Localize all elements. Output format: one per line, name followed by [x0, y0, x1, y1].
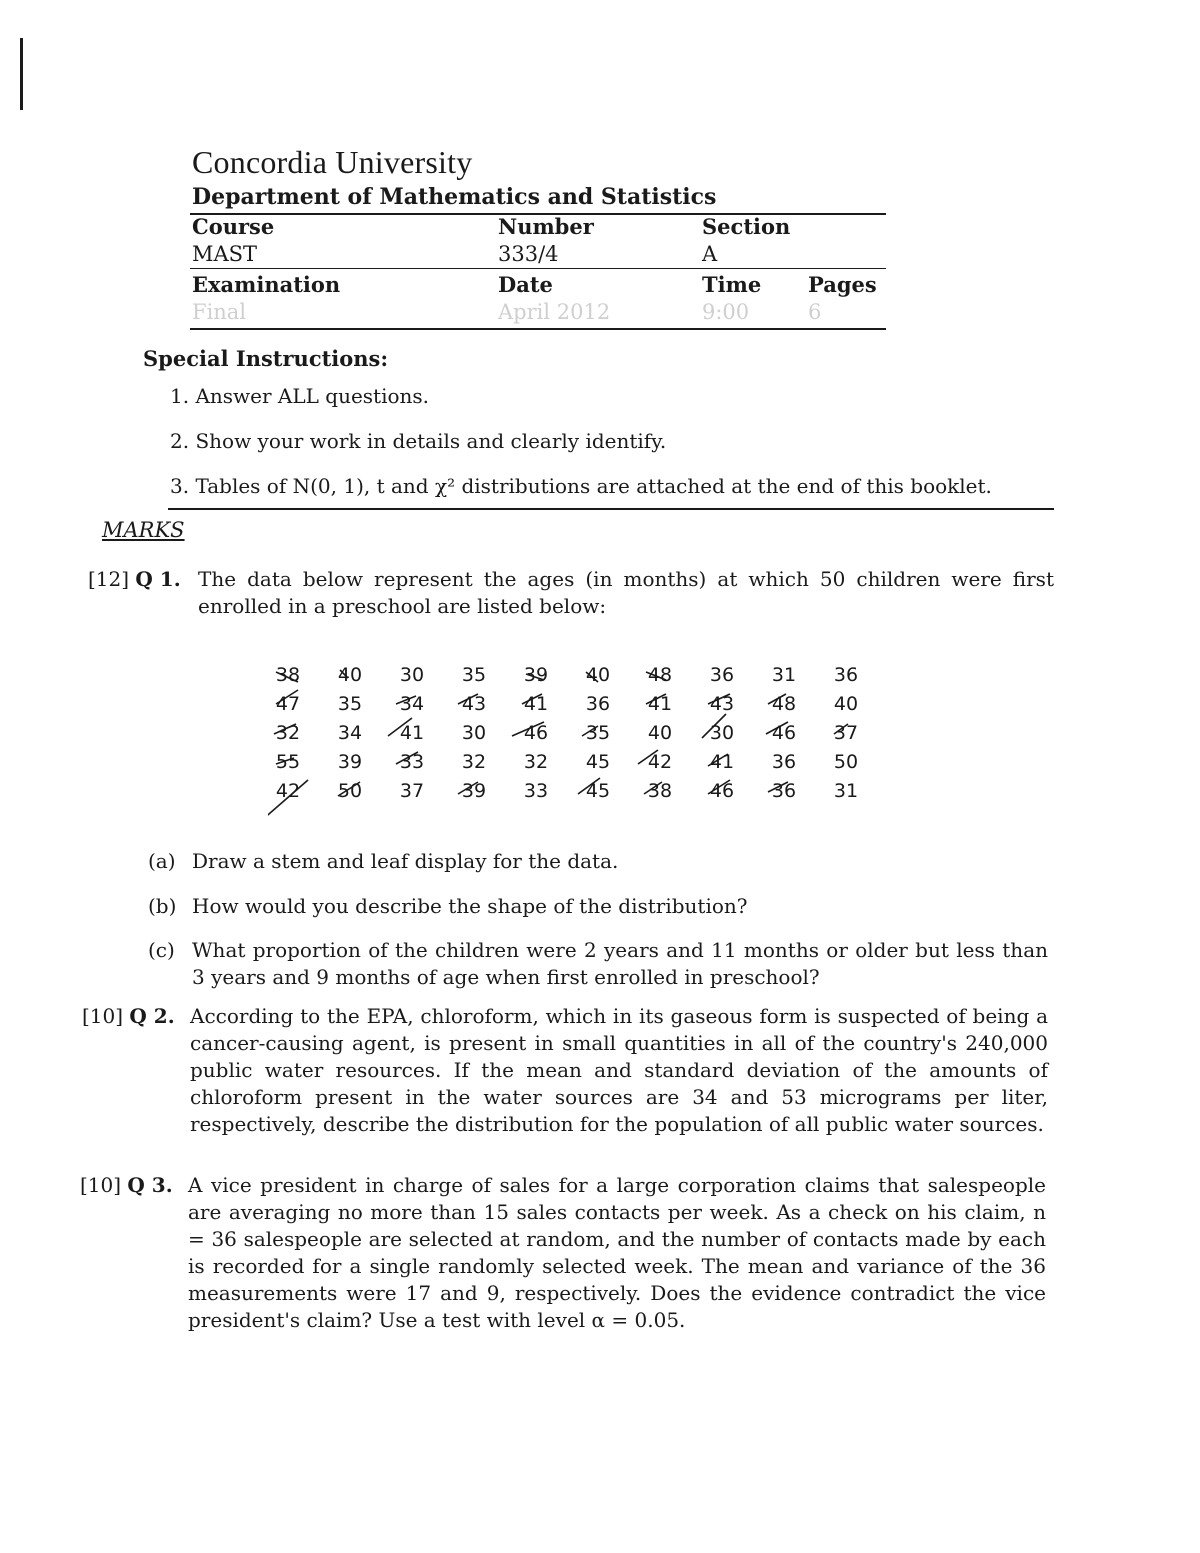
data-cell: 35: [337, 693, 363, 715]
data-cell: 45: [585, 780, 611, 802]
instruction-item-1: 1. Answer ALL questions.: [170, 384, 430, 408]
data-cell: 35: [461, 664, 487, 686]
part-c-label: (c): [148, 938, 175, 962]
data-cell: 40: [647, 722, 673, 744]
data-cell: 42: [275, 780, 301, 802]
special-instructions-title: Special Instructions:: [143, 346, 389, 371]
header-values-row-2: [190, 300, 886, 328]
data-cell: 41: [647, 693, 673, 715]
data-cell: 48: [647, 664, 673, 686]
data-cell: 31: [771, 664, 797, 686]
header-labels-row-2: [190, 272, 886, 300]
question-1-marks: [12]: [88, 567, 130, 591]
data-cell: 55: [275, 751, 301, 773]
part-b-text: How would you describe the shape of the distribution?: [192, 894, 748, 918]
header-rule-mid: [190, 268, 886, 269]
data-cell: 45: [585, 751, 611, 773]
data-cell: 36: [771, 780, 797, 802]
data-cell: 50: [833, 751, 859, 773]
data-cell: 39: [523, 664, 549, 686]
data-cell: 36: [709, 664, 735, 686]
data-cell: 37: [833, 722, 859, 744]
data-cell: 36: [771, 751, 797, 773]
part-a-label: (a): [148, 849, 176, 873]
part-b-label: (b): [148, 894, 177, 918]
value-pages: 6: [808, 300, 822, 324]
data-cell: 38: [647, 780, 673, 802]
instruction-item-2: 2. Show your work in details and clearly identify.: [170, 429, 667, 453]
data-cell: 47: [275, 693, 301, 715]
value-number: 333/4: [498, 242, 559, 266]
header-values-row-1: [190, 242, 886, 270]
value-time: 9:00: [702, 300, 750, 324]
part-a-text: Draw a stem and leaf display for the data.: [192, 849, 619, 873]
question-3-number: Q 3.: [127, 1173, 173, 1197]
value-course: MAST: [192, 242, 258, 266]
data-cell: 33: [523, 780, 549, 802]
data-cell: 41: [709, 751, 735, 773]
question-1-text: The data below represent the ages (in months) at which 50 children were first enrolled in a preschool are listed below:: [198, 567, 1054, 618]
data-cell: 30: [399, 664, 425, 686]
data-cell: 39: [461, 780, 487, 802]
data-cell: 32: [461, 751, 487, 773]
value-examination: Final: [192, 300, 247, 324]
data-cell: 34: [399, 693, 425, 715]
marks-heading: MARKS: [102, 518, 185, 542]
data-cell: 50: [337, 780, 363, 802]
question-2-text: According to the EPA, chloroform, which in its gaseous form is suspected of being a cancer-causing agent, is present in small quantities in all of the country's 240,000 public water resources. If the mean and standard deviation of the amounts of chloroform present in the water sources are 34 and 53 micrograms per liter, respectively, describe the distribution for the population of all public water sources.: [190, 1004, 1048, 1136]
value-date: April 2012: [498, 300, 611, 324]
data-cell: 30: [709, 722, 735, 744]
exam-header-table: [190, 214, 886, 328]
data-cell: 31: [833, 780, 859, 802]
data-cell: 32: [275, 722, 301, 744]
data-cell: 39: [337, 751, 363, 773]
data-cell: 37: [399, 780, 425, 802]
data-cell: 35: [585, 722, 611, 744]
label-examination: Examination: [192, 272, 341, 297]
label-course: Course: [192, 214, 275, 239]
data-cell: 43: [709, 693, 735, 715]
label-time: Time: [702, 272, 762, 297]
data-cell: 36: [585, 693, 611, 715]
department-name: Department of Mathematics and Statistics: [192, 184, 717, 210]
data-cell: 32: [523, 751, 549, 773]
university-name: Concordia University: [192, 144, 473, 180]
part-c-text: What proportion of the children were 2 years and 11 months or older but less than 3 years and 9 months of age when first enrolled in preschool?: [192, 938, 1048, 989]
label-number: Number: [498, 214, 594, 239]
data-cell: 36: [833, 664, 859, 686]
data-cell: 46: [709, 780, 735, 802]
scan-edge-mark: [20, 38, 23, 110]
data-cell: 43: [461, 693, 487, 715]
question-1-number: Q 1.: [135, 567, 181, 591]
instructions-rule: [168, 508, 1054, 510]
instruction-item-3: 3. Tables of N(0, 1), t and χ² distributions are attached at the end of this booklet.: [170, 474, 992, 498]
header-rule-bottom: [190, 328, 886, 330]
question-3-text: A vice president in charge of sales for a large corporation claims that salespeople are averaging no more than 15 sales contacts per week. As a check on his claim, n = 36 salespeople are selected at random, and the number of contacts made by each is recorded for a single randomly selected week. The mean and variance of the 36 measurements were 17 and 9, respectively. Does the evidence contradict the vice president's claim? Use a test with level α = 0.05.: [188, 1173, 1046, 1332]
question-1-header: [88, 566, 181, 593]
data-cell: 41: [523, 693, 549, 715]
label-date: Date: [498, 272, 553, 297]
header-labels-row-1: [190, 214, 886, 242]
question-2-header: [82, 1003, 175, 1030]
data-cell: 33: [399, 751, 425, 773]
data-cell: 46: [771, 722, 797, 744]
value-section: A: [702, 242, 718, 266]
data-cell: 48: [771, 693, 797, 715]
data-cell: 30: [461, 722, 487, 744]
data-cell: 46: [523, 722, 549, 744]
data-cell: 42: [647, 751, 673, 773]
label-section: Section: [702, 214, 791, 239]
data-cell: 38: [275, 664, 301, 686]
data-cell: 40: [585, 664, 611, 686]
question-3-marks: [10]: [80, 1173, 122, 1197]
question-3-header: [80, 1172, 173, 1199]
data-cell: 40: [833, 693, 859, 715]
question-2-marks: [10]: [82, 1004, 124, 1028]
data-cell: 34: [337, 722, 363, 744]
data-cell: 41: [399, 722, 425, 744]
label-pages: Pages: [808, 272, 877, 297]
question-2-number: Q 2.: [129, 1004, 175, 1028]
data-cell: 40: [337, 664, 363, 686]
